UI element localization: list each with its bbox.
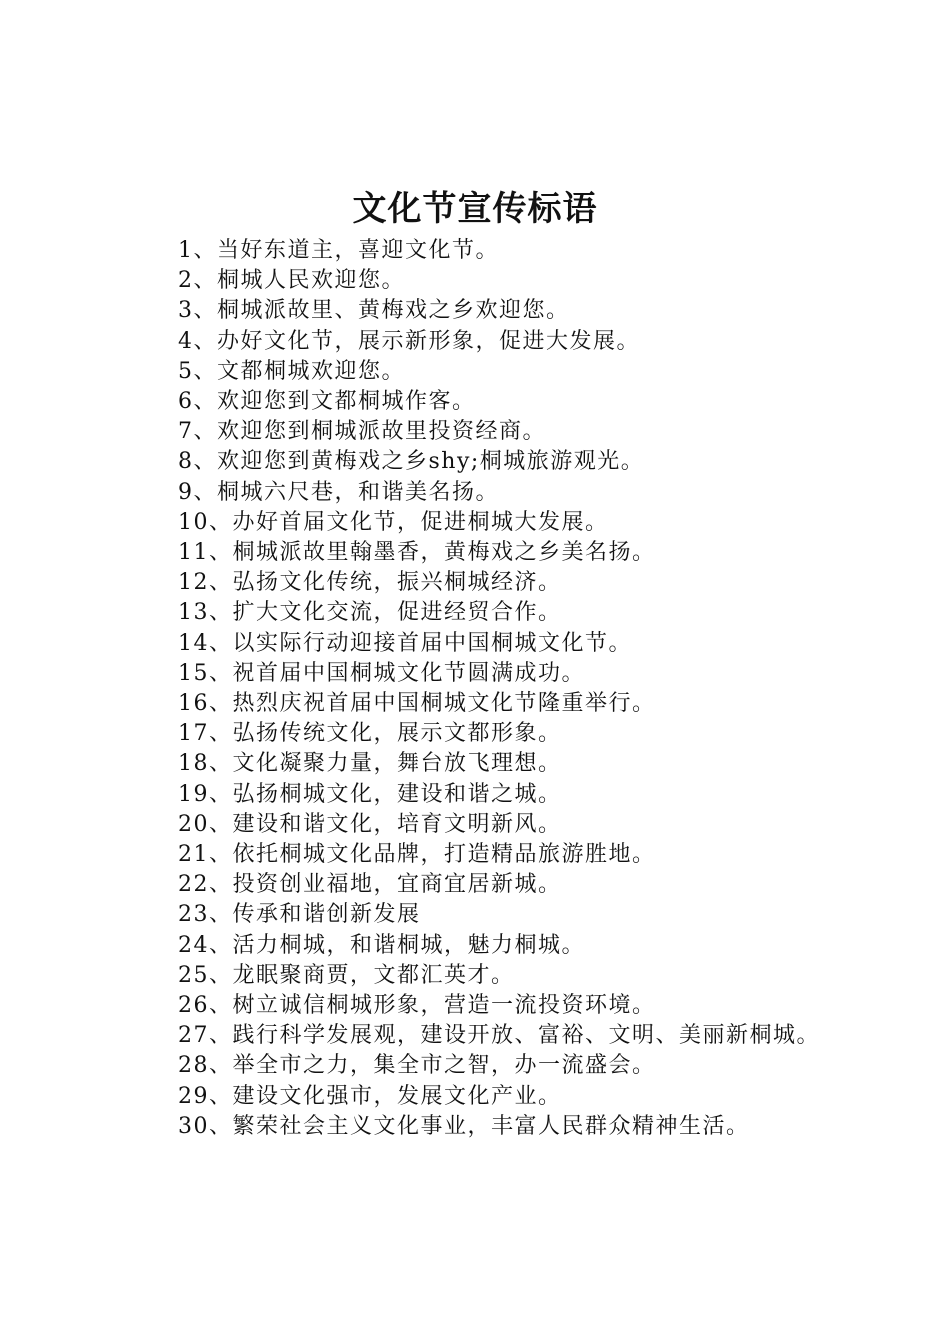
- slogan-item: 24、活力桐城，和谐桐城，魅力桐城。: [178, 932, 585, 958]
- slogan-item: 20、建设和谐文化，培育文明新风。: [178, 811, 562, 837]
- slogan-item: 23、传承和谐创新发展: [178, 902, 421, 928]
- slogan-item: 27、践行科学发展观，建设开放、富裕、文明、美丽新桐城。: [178, 1023, 820, 1049]
- slogan-item: 18、文化凝聚力量，舞台放飞理想。: [178, 751, 562, 777]
- document-title: 文化节宣传标语: [352, 189, 598, 229]
- slogan-item: 9、桐城六尺巷，和谐美名扬。: [178, 479, 499, 505]
- slogan-item: 21、依托桐城文化品牌，打造精品旅游胜地。: [178, 842, 656, 868]
- slogan-item: 4、办好文化节，展示新形象，促进大发展。: [178, 328, 640, 354]
- slogan-item: 30、繁荣社会主义文化事业，丰富人民群众精神生活。: [178, 1113, 750, 1139]
- slogan-item: 1、当好东道主，喜迎文化节。: [178, 238, 499, 263]
- slogan-item: 26、树立诚信桐城形象，营造一流投资环境。: [178, 993, 656, 1019]
- slogan-item: 29、建设文化强市，发展文化产业。: [178, 1083, 562, 1109]
- slogan-item: 3、桐城派故里、黄梅戏之乡欢迎您。: [178, 298, 570, 324]
- slogan-item: 8、欢迎您到黄梅戏之乡shy;桐城旅游观光。: [178, 449, 645, 475]
- slogan-item: 6、欢迎您到文都桐城作客。: [178, 389, 476, 415]
- slogan-item: 15、祝首届中国桐城文化节圆满成功。: [178, 660, 585, 686]
- slogan-item: 10、办好首届文化节，促进桐城大发展。: [178, 509, 609, 535]
- slogan-item: 2、桐城人民欢迎您。: [178, 268, 405, 294]
- slogan-item: 16、热烈庆祝首届中国桐城文化节隆重举行。: [178, 691, 656, 717]
- slogan-item: 13、扩大文化交流，促进经贸合作。: [178, 600, 562, 626]
- slogan-item: 7、欢迎您到桐城派故里投资经商。: [178, 419, 546, 445]
- slogan-item: 22、投资创业福地，宜商宜居新城。: [178, 872, 562, 898]
- slogan-item: 12、弘扬文化传统，振兴桐城经济。: [178, 570, 562, 596]
- slogan-list: [130, 236, 835, 1142]
- slogan-item: 17、弘扬传统文化，展示文都形象。: [178, 721, 562, 747]
- slogan-item: 5、文都桐城欢迎您。: [178, 358, 405, 384]
- slogan-item: 28、举全市之力，集全市之智，办一流盛会。: [178, 1053, 656, 1079]
- slogan-item: 25、龙眠聚商贾，文都汇英才。: [178, 962, 515, 988]
- slogan-item: 11、桐城派故里翰墨香，黄梅戏之乡美名扬。: [178, 540, 656, 566]
- slogan-item: 19、弘扬桐城文化，建设和谐之城。: [178, 781, 562, 807]
- slogan-item: 14、以实际行动迎接首届中国桐城文化节。: [178, 630, 632, 656]
